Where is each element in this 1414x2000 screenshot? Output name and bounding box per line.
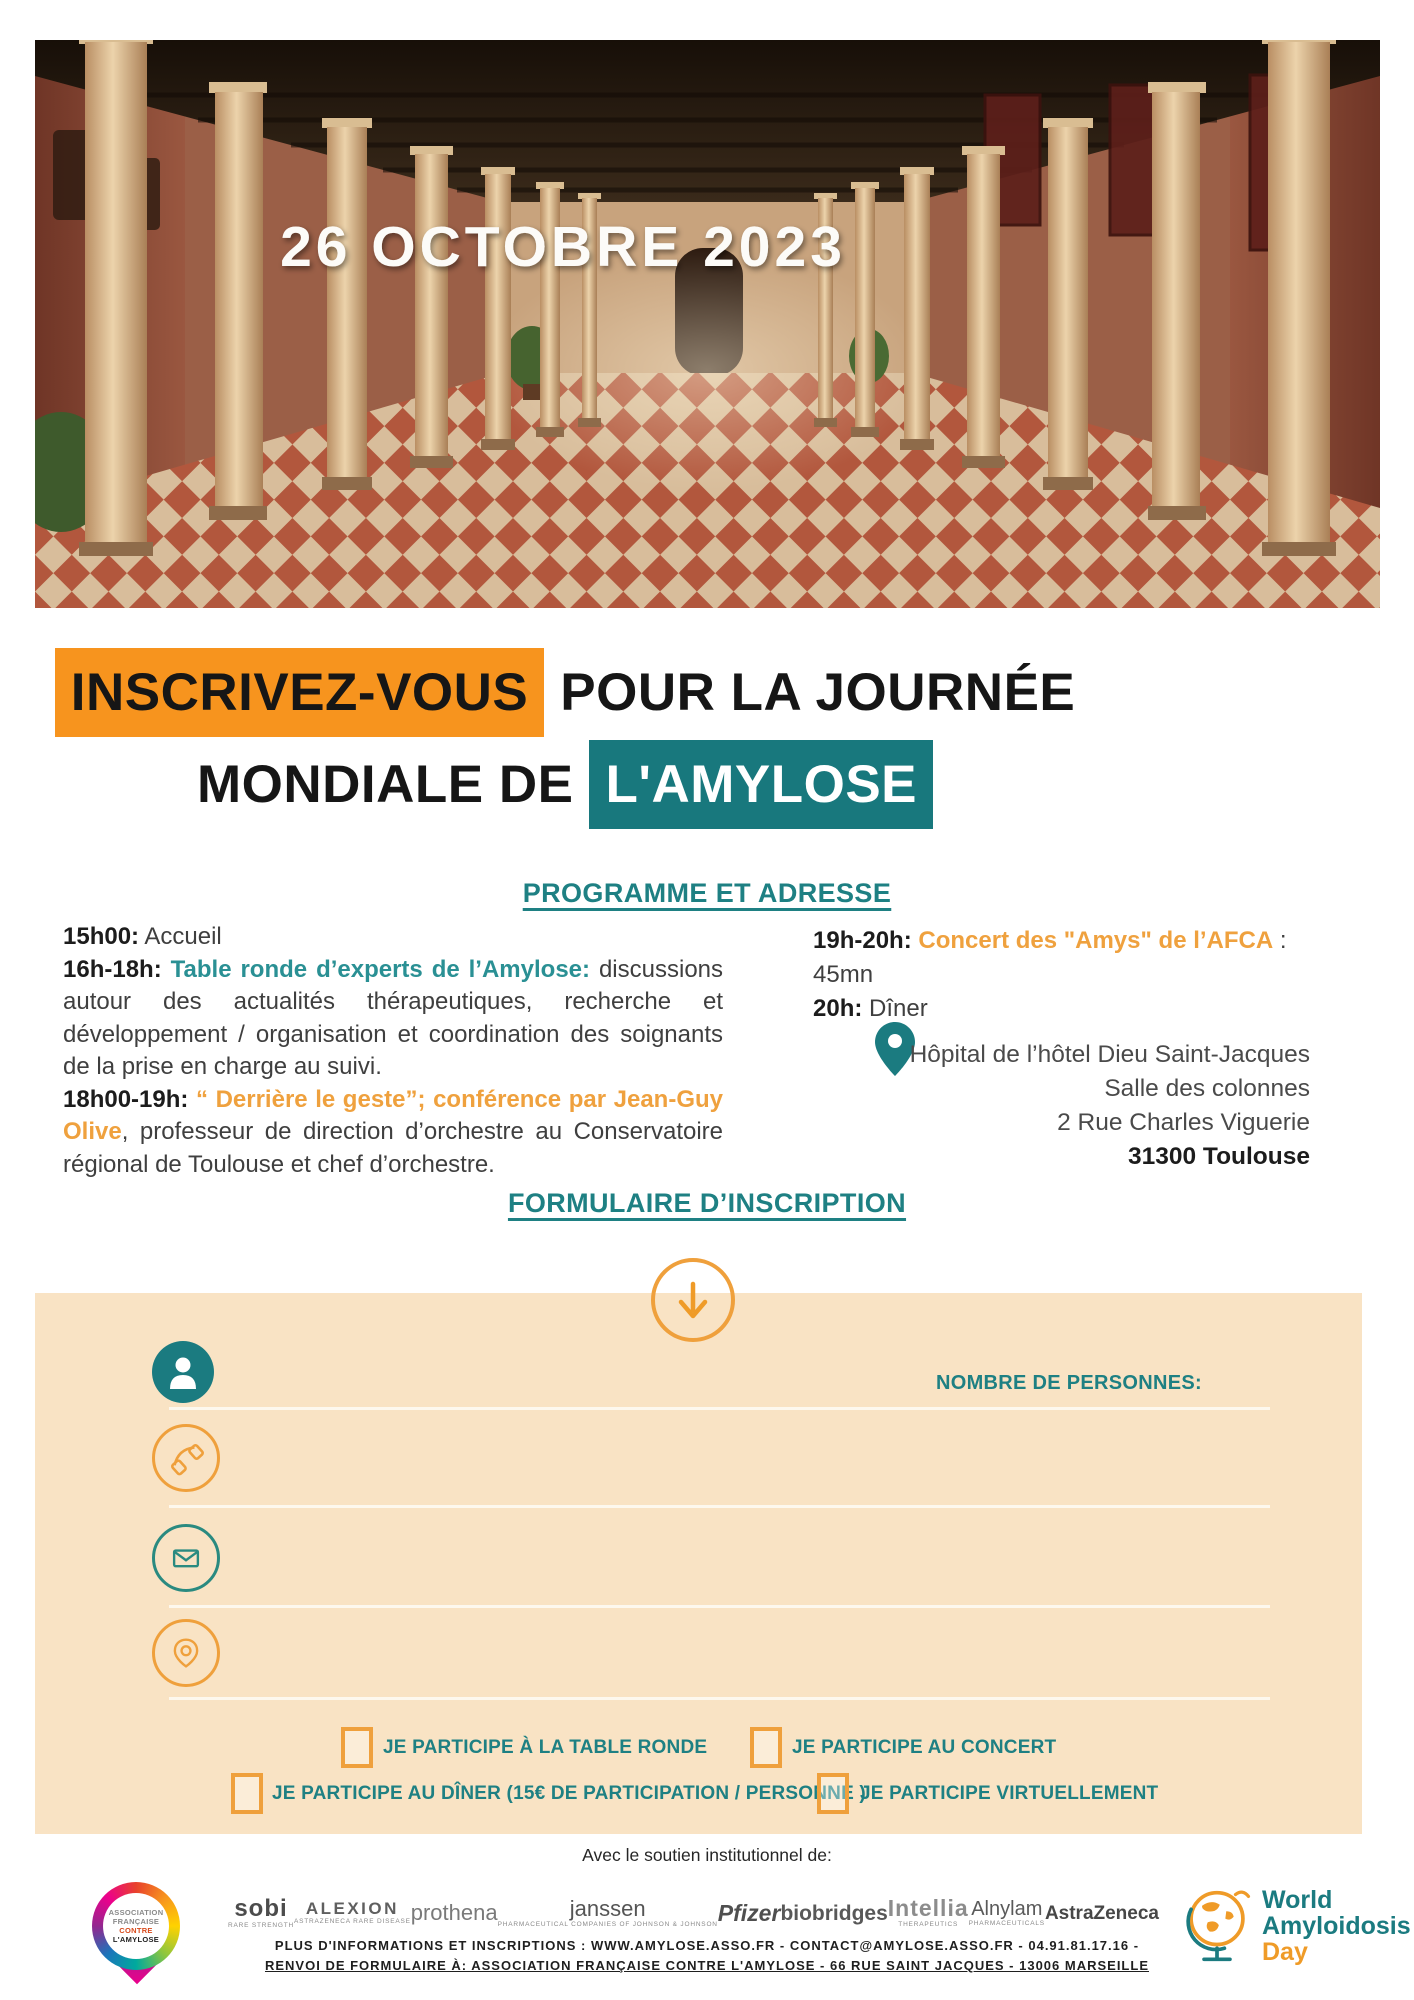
sponsor-logo-pfizer: Pfizer — [717, 1899, 781, 1926]
down-arrow-icon — [651, 1258, 735, 1342]
colonnade-illustration — [35, 40, 1380, 608]
checkbox-virtuel-label: JE PARTICIPE VIRTUELLEMENT — [860, 1783, 1159, 1804]
sponsor-logo-biobridges: biobridges — [780, 1901, 888, 1925]
contact-info-line: PLUS D'INFORMATIONS ET INSCRIPTIONS : WWW.AMYLOSE.ASSO.FR - CONTACT@AMYLOSE.ASSO.FR - 04.91.81.17.16 - — [274, 1938, 1140, 1953]
schedule-item-concert: 19h-20h: Concert des "Amys" de l’AFCA : 45mn — [813, 927, 1287, 988]
afca-logo-text: L'AMYLOSE — [112, 1935, 160, 1944]
checkbox-virtuel[interactable] — [817, 1773, 849, 1814]
form-heading: FORMULAIRE D’INSCRIPTION — [507, 1188, 907, 1218]
afca-logo-text: CONTRE — [119, 1926, 153, 1935]
sponsor-logo-prothena: prothena — [410, 1900, 498, 1925]
globe-icon — [1180, 1884, 1254, 1968]
sponsor-logo-sobi: sobi RARE STRENGTH — [228, 1894, 295, 1929]
schedule-item-accueil: 15h00: Accueil — [63, 923, 222, 950]
address-field-line[interactable] — [169, 1697, 1270, 1700]
title-highlight-orange: INSCRIVEZ-VOUS — [55, 648, 545, 737]
afca-logo-text: ASSOCIATION — [108, 1908, 164, 1917]
programme-heading: PROGRAMME ET ADRESSE — [522, 878, 892, 908]
checkbox-table-ronde-label: JE PARTICIPE À LA TABLE RONDE — [383, 1737, 708, 1758]
phone-icon — [152, 1424, 220, 1492]
title-text-2: MONDIALE DE — [196, 754, 574, 814]
address-line: 2 Rue Charles Viguerie — [1057, 1109, 1310, 1136]
wad-logo-text: Amyloidosis — [1262, 1912, 1411, 1940]
checkbox-table-ronde[interactable] — [341, 1727, 373, 1768]
checkbox-concert-label: JE PARTICIPE AU CONCERT — [792, 1737, 1057, 1758]
checkbox-diner[interactable] — [231, 1773, 263, 1814]
person-icon — [152, 1341, 214, 1403]
schedule-item-table-ronde: 16h-18h: Table ronde d’experts de l’Amylose: discussions autour des actualités thérapeutiques, recherche et développement / organisation et coordination des soignants de la prise en charge au suivi. — [63, 955, 724, 1080]
sponsor-logo-alnylam: Alnylam PHARMACEUTICALS — [968, 1897, 1045, 1927]
sponsor-logo-intellia: Intellia THERAPEUTICS — [887, 1895, 969, 1929]
sponsor-logo-astrazeneca: AstraZeneca — [1044, 1902, 1159, 1924]
programme-schedule-right — [813, 924, 1323, 1026]
page-title — [0, 646, 1130, 830]
email-icon — [152, 1524, 220, 1592]
title-highlight-teal: L'AMYLOSE — [589, 740, 933, 829]
afca-logo-text: FRANÇAISE — [112, 1917, 160, 1926]
schedule-item-diner: 20h: Dîner — [813, 995, 928, 1022]
schedule-item-conference: 18h00-19h: “ Derrière le geste”; conférence par Jean-Guy Olive, professeur de direction d’orchestre au Conservatoire régional de Toulouse et chef d’orchestre. — [63, 1085, 724, 1178]
wad-logo-text: World — [1262, 1886, 1333, 1914]
address-line: Salle des colonnes — [1104, 1075, 1310, 1102]
sponsor-logo-alexion: ALEXION ASTRAZENECA RARE DISEASE — [294, 1899, 411, 1926]
programme-schedule-left — [63, 921, 723, 1181]
form-return-address-line: RENVOI DE FORMULAIRE À: ASSOCIATION FRANÇAISE CONTRE L'AMYLOSE - 66 RUE SAINT JACQUES - 13006 MARSEILLE — [264, 1958, 1149, 1973]
address-line: Hôpital de l’hôtel Dieu Saint-Jacques — [909, 1041, 1310, 1068]
sponsor-logo-janssen: janssen PHARMACEUTICAL COMPANIES OF JOHNSON & JOHNSON — [497, 1895, 718, 1928]
sponsor-logos-row — [228, 1884, 1159, 1942]
venue-address — [910, 1038, 1310, 1174]
hero-image — [35, 40, 1380, 608]
name-field-line[interactable] — [169, 1407, 1270, 1410]
checkbox-diner-label: JE PARTICIPE AU DÎNER (15€ DE PARTICIPATION / PERSONNE ) — [272, 1783, 866, 1804]
checkbox-concert[interactable] — [750, 1727, 782, 1768]
wad-logo-text: Day — [1262, 1938, 1308, 1966]
world-amyloidosis-day-logo — [1180, 1884, 1411, 1968]
title-line-1 — [0, 646, 1130, 738]
sponsors-intro-text: Avec le soutien institutionnel de: — [582, 1845, 832, 1865]
afca-logo-ring — [92, 1882, 180, 1970]
hero-date-text: 26 OCTOBRE 2023 — [280, 215, 846, 279]
title-line-2 — [0, 738, 1130, 830]
people-count-label: NOMBRE DE PERSONNES: — [935, 1372, 1202, 1394]
phone-field-line[interactable] — [169, 1505, 1270, 1508]
address-line-city: 31300 Toulouse — [1127, 1143, 1310, 1170]
title-text-1: POUR LA JOURNÉE — [560, 662, 1076, 722]
email-field-line[interactable] — [169, 1605, 1270, 1608]
address-pin-icon — [152, 1619, 220, 1687]
